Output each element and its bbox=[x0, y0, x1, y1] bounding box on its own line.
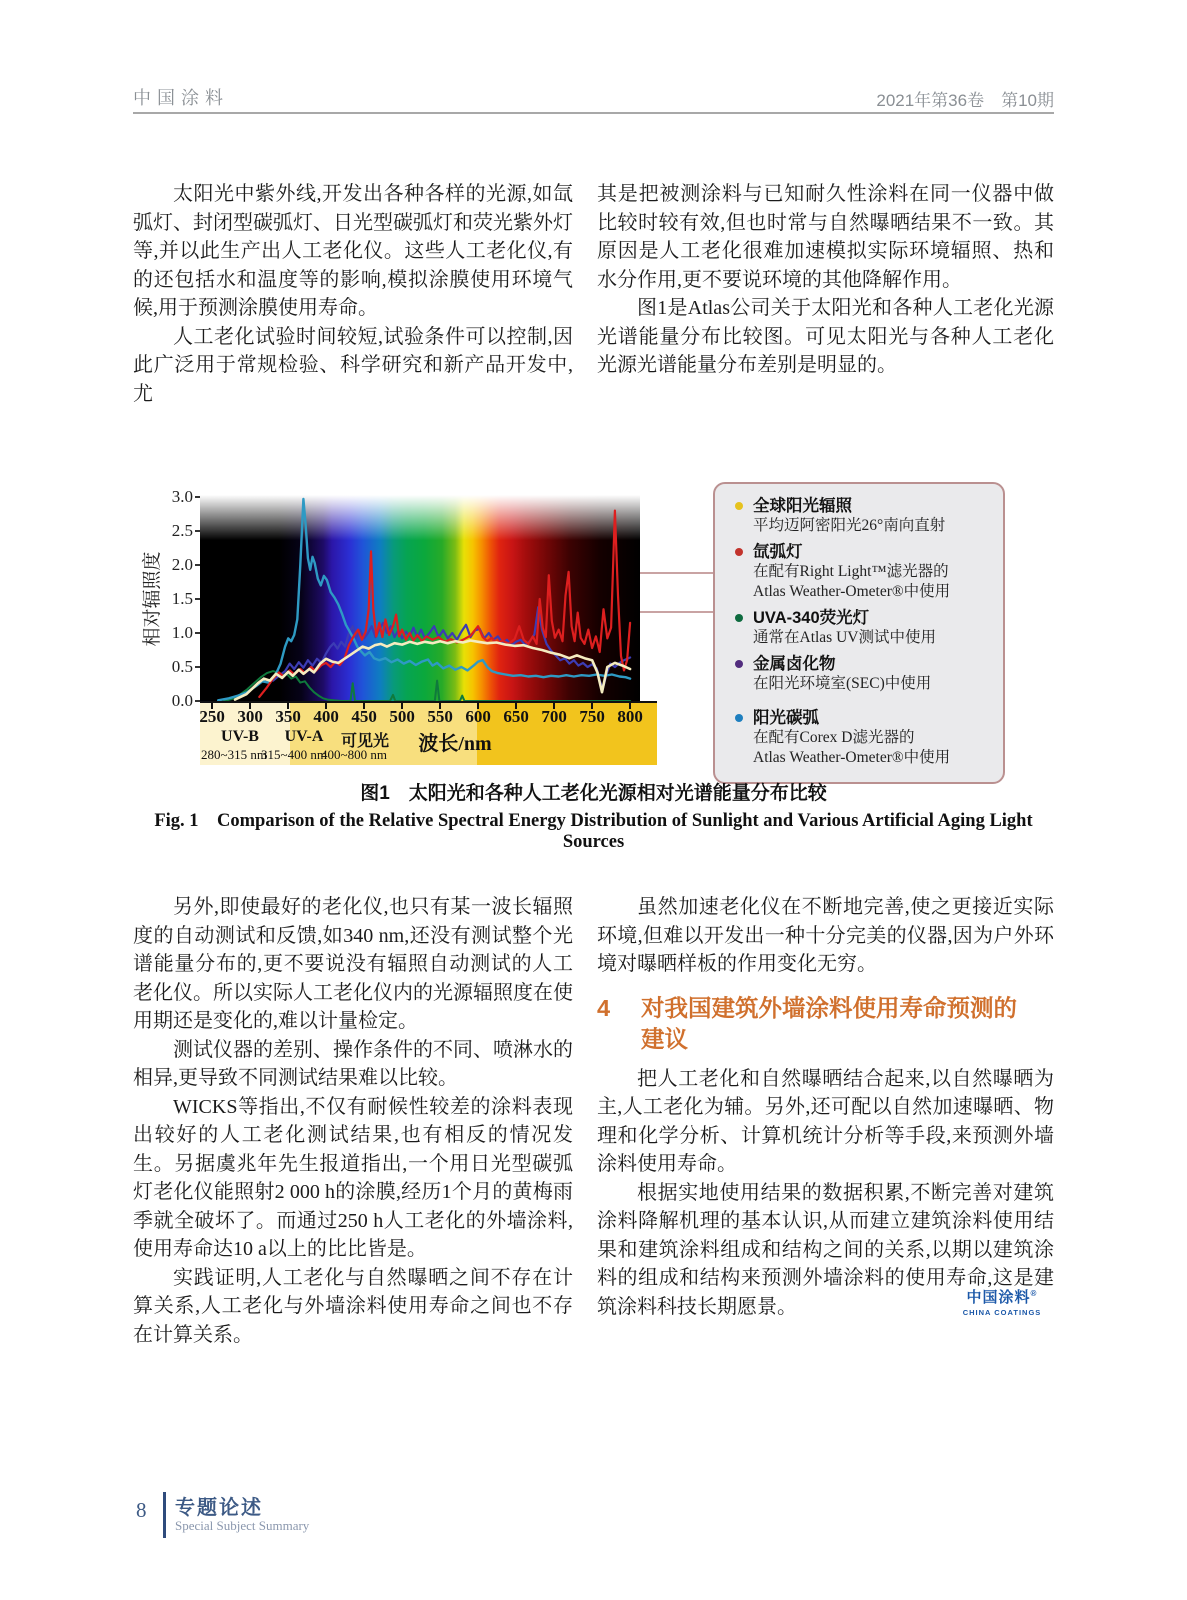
x-axis-band bbox=[200, 701, 657, 765]
x-tick-label: 400 bbox=[313, 707, 339, 726]
x-tick-label: 600 bbox=[465, 707, 491, 726]
x-tick-label: 500 bbox=[389, 707, 415, 726]
legend-item bbox=[735, 654, 993, 694]
journal-title: 中国涂料 bbox=[133, 88, 229, 108]
y-axis-label: 相对辐照度 bbox=[142, 551, 163, 647]
spectral-plot bbox=[200, 495, 640, 701]
legend-item-desc: Atlas Weather-Ometer®中使用 bbox=[753, 749, 951, 766]
figure-legend bbox=[713, 482, 1005, 784]
section-number: 4 bbox=[597, 994, 611, 1021]
x-tick-label: 700 bbox=[541, 707, 567, 726]
y-tick-label: 1.0 bbox=[171, 623, 193, 642]
spectral-curves bbox=[200, 495, 640, 701]
paragraph: 另外,即使最好的老化仪,也只有某一波长辐照度的自动测试和反馈,如340 nm,还没有测试整个光谱能量分布的,更不要说没有辐照自动测试的人工老化仪。所以实际人工老化仪内的光源辐照度在使用期还是变化的,难以计量检定。 bbox=[133, 896, 573, 1032]
paragraph: 测试仪器的差别、操作条件的不同、喷淋水的相异,更导致不同测试结果难以比较。 bbox=[133, 1038, 573, 1089]
figure-caption-zh: 图1 太阳光和各种人工老化光源相对光谱能量分布比较 bbox=[360, 783, 827, 804]
body-left-column bbox=[133, 893, 573, 1349]
band-range-label: 280~315 nm bbox=[201, 747, 267, 762]
paragraph: 人工老化试验时间较短,试验条件可以控制,因此广泛用于常规检验、科学研究和新产品开发中,尤 bbox=[133, 325, 573, 405]
y-tick-label: 0.5 bbox=[171, 657, 193, 676]
legend-dot-icon bbox=[735, 714, 743, 722]
legend-item-desc: 通常在Atlas UV测试中使用 bbox=[753, 629, 936, 646]
legend-item-title: 金属卤化物 bbox=[753, 655, 836, 673]
legend-item-title: 阳光碳弧 bbox=[753, 709, 819, 727]
legend-dot-icon bbox=[735, 502, 743, 510]
legend-item-title: UVA-340荧光灯 bbox=[753, 609, 870, 627]
legend-item bbox=[735, 608, 993, 648]
legend-item-desc: Atlas Weather-Ometer®中使用 bbox=[753, 583, 951, 600]
y-tick-label: 1.5 bbox=[171, 589, 193, 608]
y-tick-label: 2.5 bbox=[171, 521, 193, 540]
x-tick-label: 450 bbox=[351, 707, 377, 726]
legend-item-title: 氙弧灯 bbox=[753, 543, 803, 561]
legend-item-desc: 平均迈阿密阳光26°南向直射 bbox=[753, 517, 946, 534]
x-tick-label: 750 bbox=[579, 707, 605, 726]
legend-item bbox=[735, 496, 993, 536]
legend-item-desc: 在阳光环境室(SEC)中使用 bbox=[753, 675, 932, 692]
legend-list bbox=[735, 496, 993, 768]
section-title: 对我国建筑外墙涂料使用寿命预测的建议 bbox=[641, 994, 1017, 1052]
x-tick-label: 350 bbox=[275, 707, 301, 726]
section-heading bbox=[597, 993, 1054, 1055]
band-name-label: UV-B bbox=[221, 728, 259, 745]
band-range-label: 315~400 nm bbox=[261, 747, 327, 762]
paragraph: 其是把被测涂料与已知耐久性涂料在同一仪器中做比较时较有效,但也时常与自然曝晒结果不一致。其原因是人工老化很难加速模拟实际环境辐照、热和水分作用,更不要说环境的其他降解作用。 bbox=[597, 183, 1054, 291]
body-right-column bbox=[597, 893, 1054, 1321]
legend-item-desc: 在配有Corex D滤光器的 bbox=[753, 729, 915, 746]
spectral-curve bbox=[218, 499, 630, 700]
registered-mark: ® bbox=[1030, 1289, 1038, 1298]
legend-connector-top bbox=[640, 572, 713, 574]
paragraph: 实践证明,人工老化与自然曝晒之间不存在计算关系,人工老化与外墙涂料使用寿命之间也不存在计算关系。 bbox=[133, 1266, 573, 1346]
legend-dot-icon bbox=[735, 660, 743, 668]
legend-item-title: 全球阳光辐照 bbox=[753, 497, 852, 515]
band-range-label: 400~800 nm bbox=[321, 747, 387, 762]
y-tick-label: 2.0 bbox=[171, 555, 193, 574]
paragraph: 太阳光中紫外线,开发出各种各样的光源,如氙弧灯、封闭型碳弧灯、日光型碳弧灯和荧光紫外灯等,并以此生产出人工老化仪。这些人工老化仪,有的还包括水和温度等的影响,模拟涂膜使用环境气候,用于预测涂膜使用寿命。 bbox=[133, 183, 573, 319]
issue-info: 2021年第36卷 第10期 bbox=[876, 91, 1054, 110]
figure-1 bbox=[133, 470, 1054, 770]
legend-item bbox=[735, 708, 993, 768]
paragraph: 根据实地使用结果的数据积累,不断完善对建筑涂料降解机理的基本认识,从而建立建筑涂料使用结果和建筑涂料组成和结构之间的关系,以期以建筑涂料的组成和结构来预测外墙涂料的使用寿命,这是建筑涂料科技长期愿景。 bbox=[597, 1181, 1054, 1318]
footer-column-en: Special Subject Summary bbox=[175, 1518, 310, 1533]
band-name-label: 可见光 bbox=[340, 733, 389, 750]
paragraph: 图1是Atlas公司关于太阳光和各种人工老化光源光谱能量分布比较图。可见太阳光与各种人工老化光源光谱能量分布差别是明显的。 bbox=[597, 297, 1054, 376]
page-number: 8 bbox=[136, 1498, 147, 1522]
y-tick-label: 3.0 bbox=[171, 487, 193, 506]
legend-dot-icon bbox=[735, 614, 743, 622]
x-tick-label: 800 bbox=[617, 707, 643, 726]
band-name-label: UV-A bbox=[284, 728, 324, 745]
legend-connector-bottom bbox=[640, 611, 713, 613]
paragraph: 虽然加速老化仪在不断地完善,使之更接近实际环境,但难以开发出一种十分完美的仪器,因为户外环境对曝晒样板的作用变化无穷。 bbox=[597, 896, 1054, 975]
x-tick-label: 650 bbox=[503, 707, 529, 726]
paragraph: 把人工老化和自然曝晒结合起来,以自然曝晒为主,人工老化为辅。另外,还可配以自然加速曝晒、物理和化学分析、计算机统计分析等手段,来预测外墙涂料使用寿命。 bbox=[597, 1067, 1054, 1175]
x-tick-label: 250 bbox=[199, 707, 225, 726]
x-tick-label: 550 bbox=[427, 707, 453, 726]
legend-dot-icon bbox=[735, 548, 743, 556]
intro-left-column bbox=[133, 180, 573, 408]
paragraph: WICKS等指出,不仅有耐候性较差的涂料表现出较好的人工老化测试结果,也有相反的情况发生。另据虞兆年先生报道指出,一个用日光型碳弧灯老化仪能照射2 000 h的涂膜,经历1个月的黄梅雨季就全破坏了。而通过250 h人工老化的外墙涂料,使用寿命达10 a以上的比比皆是。 bbox=[133, 1095, 573, 1260]
x-tick-label: 300 bbox=[237, 707, 263, 726]
intro-right-column bbox=[597, 180, 1054, 380]
header-divider bbox=[133, 112, 1054, 114]
legend-item bbox=[735, 542, 993, 602]
logo-en: CHINA COATINGS bbox=[962, 1308, 1042, 1317]
logo-zh: 中国涂料® bbox=[966, 1289, 1038, 1306]
figure-caption-en: Fig. 1 Comparison of the Relative Spectral Energy Distribution of Sunlight and Various Artificial Aging Light Sources bbox=[154, 811, 1033, 852]
footer-divider-bar bbox=[163, 1492, 166, 1538]
y-tick-label: 0.0 bbox=[171, 691, 193, 710]
legend-item-desc: 在配有Right Light™滤光器的 bbox=[753, 563, 949, 580]
china-coatings-logo bbox=[952, 1286, 1052, 1317]
footer-column-zh: 专题论述 bbox=[175, 1497, 263, 1519]
x-axis-label: 波长/nm bbox=[418, 733, 492, 755]
